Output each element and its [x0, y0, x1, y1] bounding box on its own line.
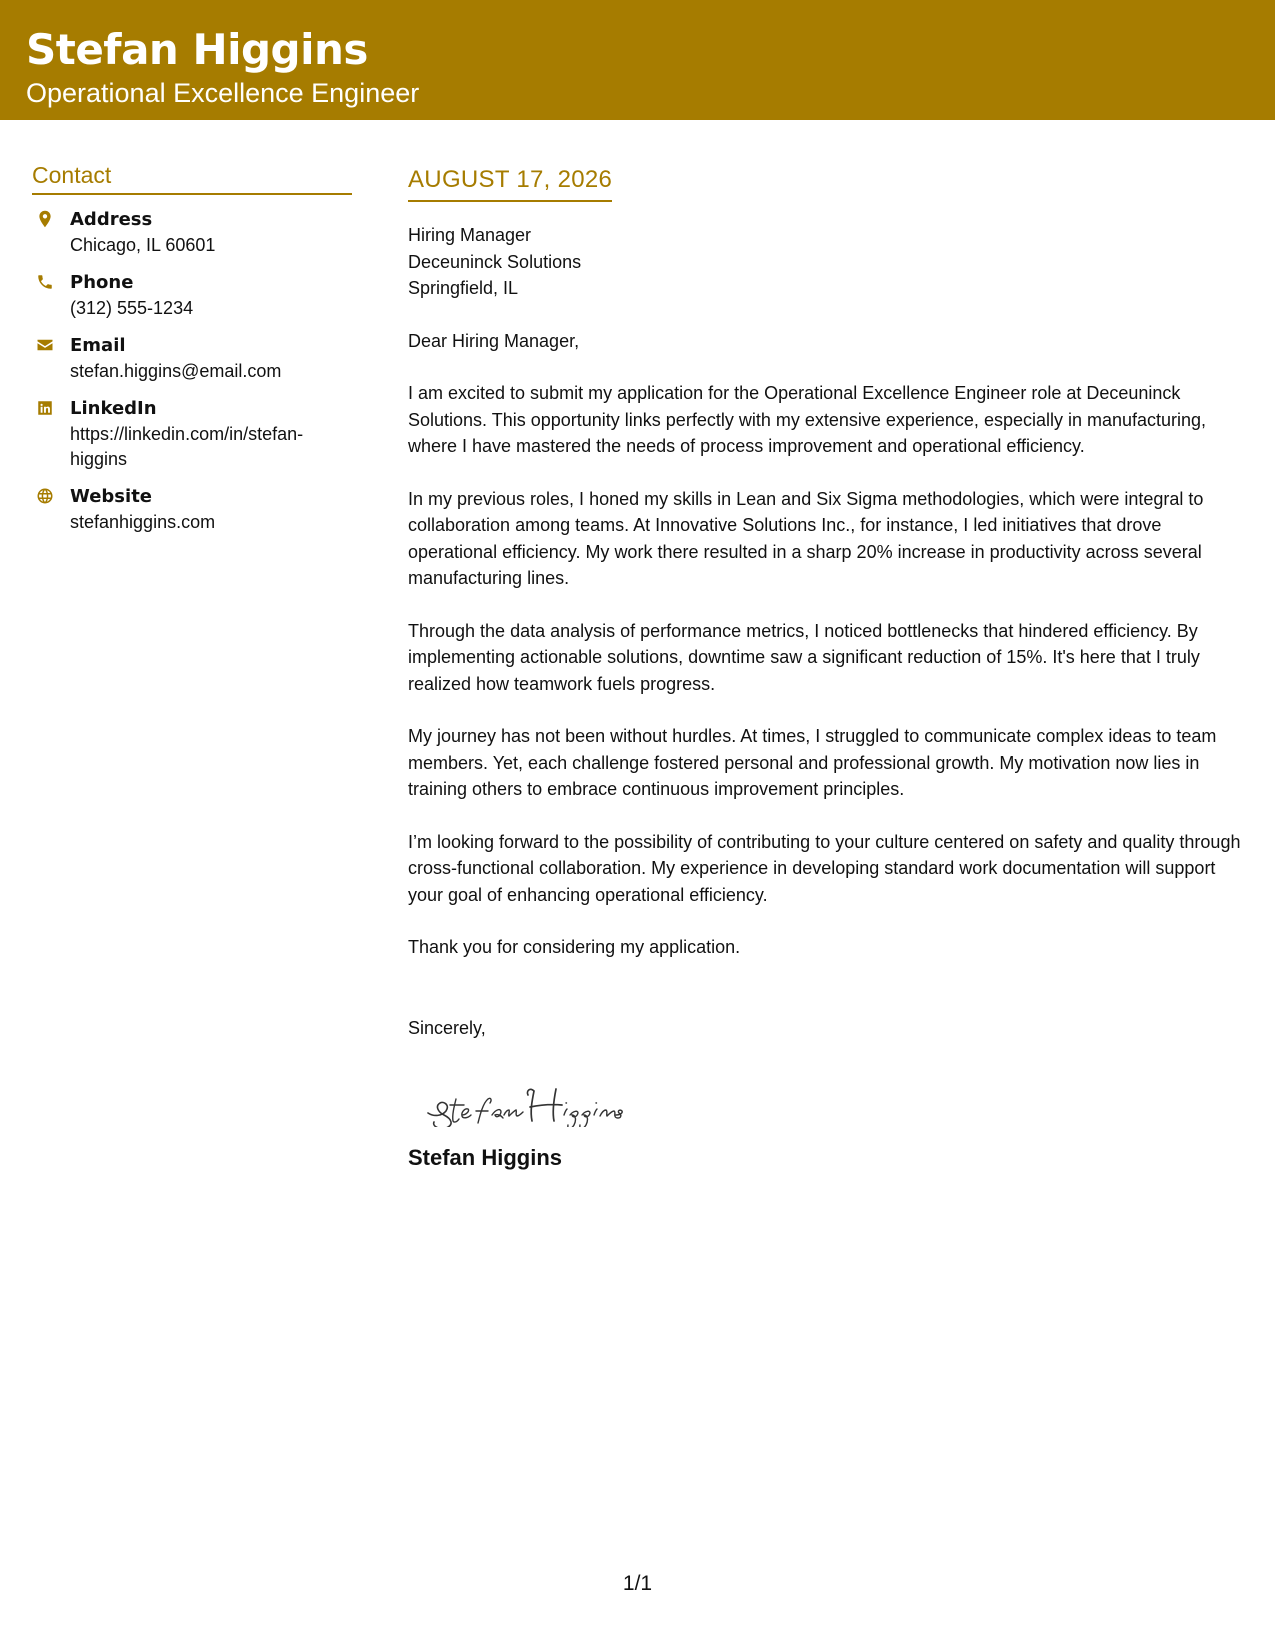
- recipient-block: [408, 222, 1250, 302]
- letter-date-block: [408, 166, 612, 202]
- recipient-line: Hiring Manager: [408, 225, 532, 245]
- closing: Sincerely,: [408, 1017, 486, 1038]
- contact-item-website: [32, 484, 352, 535]
- recipient-line: Springfield, IL: [408, 278, 519, 298]
- contact-label: Address: [70, 209, 153, 230]
- contact-item-phone: [32, 270, 352, 321]
- contact-value: (312) 555-1234: [70, 298, 194, 318]
- contact-value[interactable]: https://linkedin.com/in/stefan-higgins: [70, 424, 304, 469]
- contact-label: Website: [70, 486, 153, 507]
- body-paragraph: Thank you for considering my application.: [408, 937, 741, 957]
- contact-label: LinkedIn: [70, 398, 157, 419]
- body-paragraph: My journey has not been without hurdles. At times, I struggled to communicate complex ideas to team members. Yet, each challenge fostered personal and professional growth. My motivation now lies in training others to embrace continuous improvement principles.: [408, 726, 1217, 799]
- contact-sidebar: [32, 162, 352, 547]
- contact-item-address: [32, 207, 352, 258]
- applicant-role: Operational Excellence Engineer: [26, 78, 420, 108]
- contact-value[interactable]: stefanhiggins.com: [70, 512, 216, 532]
- applicant-name: Stefan Higgins: [26, 25, 368, 74]
- contact-item-email: [32, 333, 352, 384]
- header-banner: [0, 0, 1275, 120]
- body-paragraph: In my previous roles, I honed my skills in Lean and Six Sigma methodologies, which were integral to collaboration among teams. At Innovative Solutions Inc., for instance, I led initiatives that drove operational efficiency. My work there resulted in a sharp 20% increase in productivity across several manufacturing lines.: [408, 488, 1204, 588]
- body-paragraph: Through the data analysis of performance metrics, I noticed bottlenecks that hindered efficiency. By implementing actionable solutions, downtime saw a significant reduction of 15%. It's here that I truly realized how teamwork fuels progress.: [408, 620, 1200, 694]
- signed-name: Stefan Higgins: [408, 1145, 563, 1170]
- letter-body: [408, 166, 1250, 1171]
- linkedin-icon: [32, 396, 70, 417]
- contact-list: [32, 207, 352, 535]
- location-pin-icon: [32, 207, 70, 228]
- page-number: 1/1: [622, 1572, 653, 1595]
- body-paragraph: I’m looking forward to the possibility of contributing to your culture centered on safety and quality through cross-functional collaboration. My experience in developing standard work documentation will support your goal of enhancing operational efficiency.: [408, 831, 1241, 905]
- contact-value: Chicago, IL 60601: [70, 235, 216, 255]
- globe-icon: [32, 484, 70, 505]
- salutation: Dear Hiring Manager,: [408, 330, 580, 351]
- body-paragraph: I am excited to submit my application for the Operational Excellence Engineer role at Deceuninck Solutions. This opportunity links perfectly with my extensive experience, especially in manufacturing, where I have mastered the needs of process improvement and operational efficiency.: [408, 383, 1207, 456]
- contact-label: Email: [70, 335, 126, 356]
- phone-icon: [32, 270, 70, 291]
- envelope-icon: [32, 333, 70, 354]
- signature-graphic: [422, 1071, 662, 1127]
- contact-label: Phone: [70, 272, 134, 293]
- letter-date: AUGUST 17, 2026: [408, 166, 613, 193]
- contact-value[interactable]: stefan.higgins@email.com: [70, 361, 282, 381]
- contact-item-linkedin: [32, 396, 352, 472]
- handwritten-signature: [422, 1071, 662, 1127]
- contact-title: Contact: [32, 162, 352, 195]
- recipient-line: Deceuninck Solutions: [408, 251, 582, 272]
